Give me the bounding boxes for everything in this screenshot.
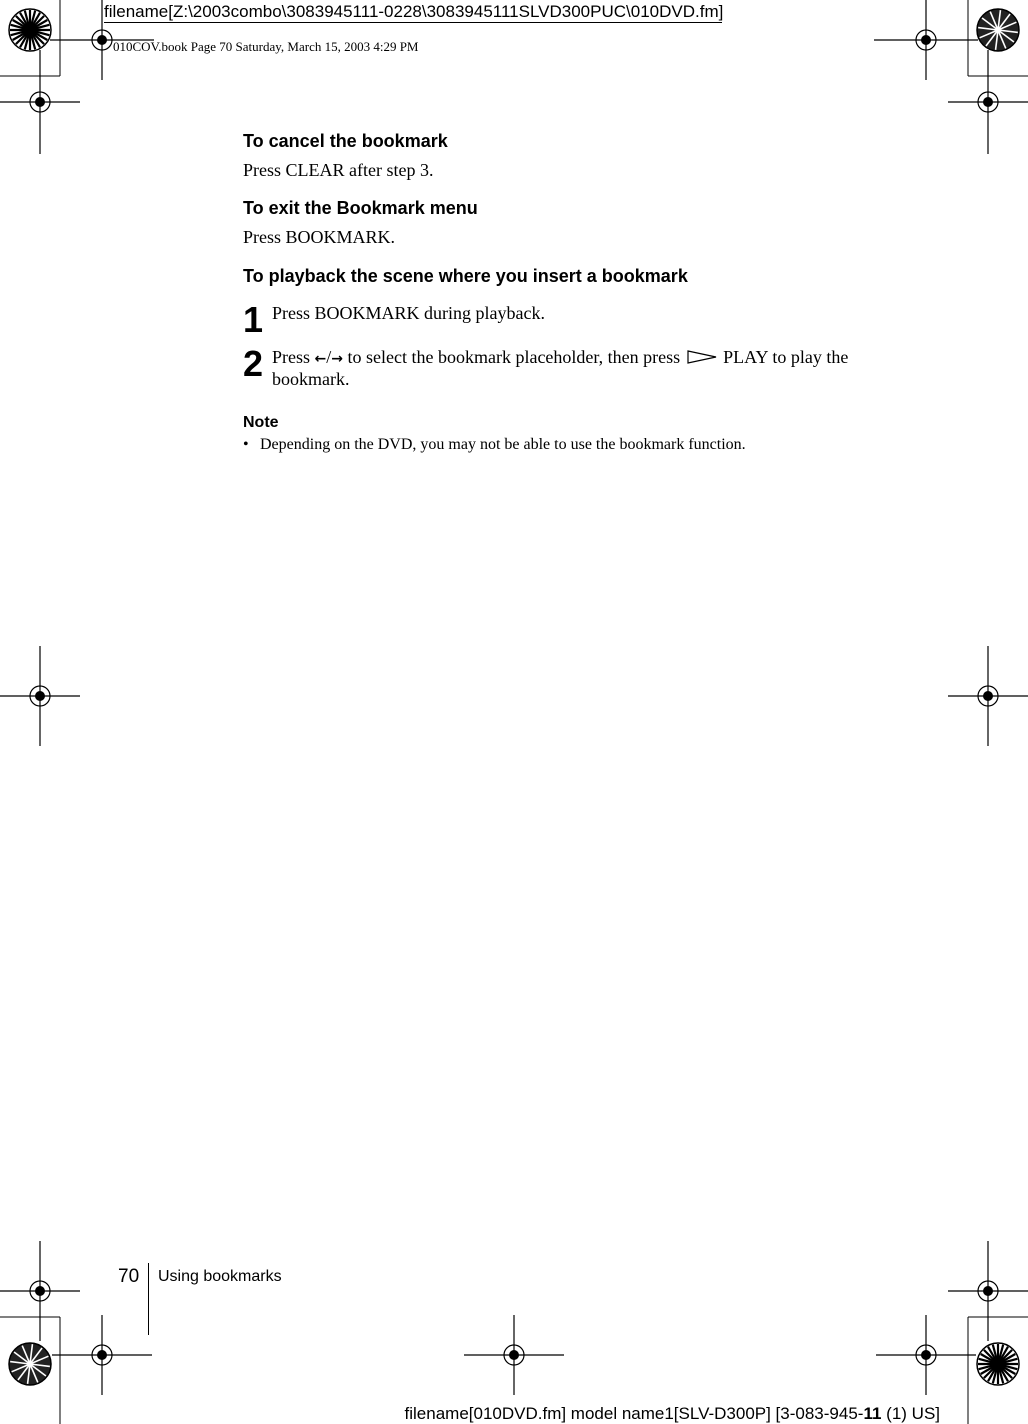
step-number: 2 bbox=[243, 343, 264, 384]
page-number: 70 bbox=[118, 1266, 140, 1287]
step-text-part: to select the bookmark placeholder, then press bbox=[347, 347, 681, 367]
star-target-icon bbox=[977, 1343, 1019, 1385]
left-arrow-icon: ← bbox=[314, 351, 327, 367]
cancel-heading: To cancel the bookmark bbox=[243, 131, 448, 151]
note-item: Depending on the DVD, you may not be able to use the bookmark function. bbox=[260, 436, 746, 453]
play-icon bbox=[687, 350, 717, 364]
arrow-separator: / bbox=[326, 347, 332, 367]
cancel-text: Press CLEAR after step 3. bbox=[243, 160, 434, 180]
playback-heading: To playback the scene where you insert a bookmark bbox=[243, 266, 688, 286]
step-text-continued: bookmark. bbox=[272, 369, 350, 389]
footer-section-title: Using bookmarks bbox=[158, 1268, 282, 1285]
book-info: 010COV.book Page 70 Saturday, March 15, 2003 4:29 PM bbox=[113, 39, 419, 54]
star-target-icon bbox=[9, 9, 51, 51]
step-text: Press BOOKMARK during playback. bbox=[272, 303, 545, 323]
footer-filename-suffix: (1) US] bbox=[881, 1404, 940, 1423]
note-heading: Note bbox=[243, 414, 279, 431]
step-text-part: Press bbox=[272, 347, 311, 367]
note-bullet: • bbox=[243, 436, 249, 453]
header-rule bbox=[104, 22, 722, 23]
header-filename: filename[Z:\2003combo\3083945111-0228\3083945111SLVD300PUC\010DVD.fm] bbox=[104, 2, 724, 21]
star-target-icon bbox=[977, 9, 1019, 51]
footer-filename-prefix: filename[010DVD.fm] model name1[SLV-D300P] [3-083-945- bbox=[404, 1404, 864, 1423]
step-text-part: PLAY to play the bbox=[723, 347, 849, 367]
footer-filename bbox=[405, 1404, 940, 1424]
star-target-icon bbox=[9, 1343, 51, 1385]
footer-rule bbox=[148, 1263, 149, 1335]
step-text bbox=[272, 347, 848, 368]
right-arrow-icon: → bbox=[331, 351, 343, 367]
exit-text: Press BOOKMARK. bbox=[243, 227, 396, 247]
exit-heading: To exit the Bookmark menu bbox=[243, 198, 478, 218]
step-number: 1 bbox=[243, 299, 264, 340]
footer-filename-bold: 11 bbox=[863, 1404, 882, 1423]
